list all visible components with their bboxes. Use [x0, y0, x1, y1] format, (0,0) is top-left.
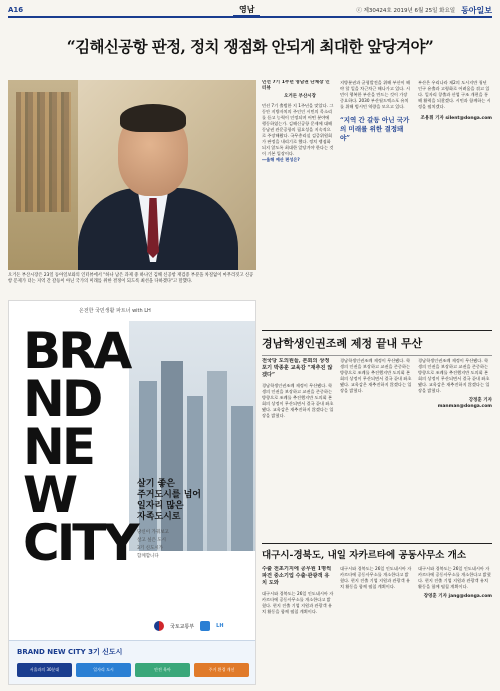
ad-slogan: 살기 좋은 주거도시를 넘어 일자리 많은 자족도시로	[137, 479, 201, 522]
newspaper-brand: 동아일보	[461, 5, 492, 15]
section3-body: 대구시와 경북도는 26일 인도네시아 자카르타에 공동사무소를 개소한다고 밝혔다. 현지 진출 기업 지원과 관광객 유치 활동을 함께 펼칠 계획이다.	[262, 591, 334, 614]
section3-subhead: 수출 전초기지에 공무원 1명씩 파견 중소기업 수출·관광객 유치 도와	[262, 566, 332, 586]
article-col-3: 부산은 우리나라 제2의 도시지만 청년 인구 유출과 고령화로 어려움을 겪고 있다. 일자리 창출과 산업 구조 개편을 통해 활력을 되찾겠다. 시민과 함께하는 시정을 펼치겠다.	[418, 80, 491, 109]
ad-footer-title: BRAND NEW CITY 3기 신도시	[17, 648, 123, 656]
ad-pill-3: 안전 육아	[135, 663, 190, 677]
lh-advertisement[interactable]	[8, 300, 256, 685]
section3-byline: 장영훈 기자 jang@donga.com	[423, 594, 492, 599]
ad-tagline: 온전한 국민생활 파트너 with LH	[79, 308, 151, 314]
molit-logo-icon	[154, 621, 164, 631]
section-label: 영남	[233, 4, 260, 17]
lh-logo-text: LH	[216, 623, 224, 629]
section2-col2: 경남학생인권조례 제정이 무산됐다. 학생의 인권을 보장하고 교권을 존중하는 방향으로 조례를 추진했지만 도의회 본회의 상정이 무산되면서 결국 끝내 좌초됐다. 교육감은 재추진하지 않겠다는 입장을 밝혔다.	[340, 358, 412, 393]
ad-pill-2: 일자리 도시	[76, 663, 131, 677]
lh-logo-icon	[200, 621, 210, 631]
photo-caption: 오거돈 부산시장은 23일 동아일보와의 인터뷰에서 "하나 남은 과제 중 하나인 김해 신공항 재검증 부분을 차질없이 마무리짓고 신공항 문제가 더는 지역 간 갈등이 아닌 국가의 미래를 위한 결정이 되도록 최선을 다하겠다"고 말했다.	[8, 273, 254, 284]
article-byline: 조용휘 기자 silent@donga.com	[420, 116, 492, 121]
molit-logo-text: 국토교통부	[170, 623, 195, 630]
ad-logos	[154, 621, 224, 631]
article-col-1: 민선 7기 출범한 지 1주년을 맞았다. 그동안 지방자치의 주인인 시민의 목소리를 듣고 능력이 인정되며 어떤 분야에 행동하였는가. 김해신공항 문제에 대해 동남권 관문공항의 필요성을 지속적으로 주장해왔다. 국무총리실 검증위원회가 판정을 내리기로 했다. 정치 쟁점화되지 않도록 최대한 앞당겨야 한다는 것이 기본 입장이다.	[262, 103, 334, 156]
section3-headline: 대구시-경북도, 내일 자카르타에 공동사무소 개소	[262, 543, 492, 561]
article-subhead: “지역 간 갈등 아닌 국가의 미래를 위한 결정돼야”	[340, 116, 410, 142]
qa-question: ―올해 예산 편성은?	[262, 157, 300, 162]
interview-photo	[8, 80, 256, 270]
article-col-2: 지방분권과 균형발전을 위해 부산이 해야 할 일을 차근차근 해나가고 있다. 시민이 행복한 부산을 만드는 것이 가장 중요하다. 2030 부산월드엑스포 유치를 위해 범시민 역량을 모으고 있다.	[340, 80, 411, 109]
page-header	[8, 4, 492, 18]
ad-pill-4: 주거 환경 개선	[194, 663, 249, 677]
ad-footer	[9, 640, 255, 684]
interview-article	[262, 80, 492, 320]
interview-lede: 민선 7기 1주년 영남권 단체장 인터뷰	[262, 80, 330, 91]
main-headline: “김해신공항 판정, 정치 쟁점화 안되게 최대한 앞당겨야”	[66, 37, 434, 56]
section2-headline: 경남학생인권조례 제정 끝내 무산	[262, 330, 492, 356]
page-number: A16	[8, 6, 24, 14]
ad-small-copy: 당신이 가꿔보고 살고 싶은 도시 3기 신도시가 함께합니다	[137, 530, 169, 559]
section3-col2: 대구시와 경북도는 26일 인도네시아 자카르타에 공동사무소를 개소한다고 밝혔다. 현지 진출 기업 지원과 관광객 유치 활동을 함께 펼칠 계획이다.	[340, 566, 412, 589]
interviewee-name: 오거돈 부산시장	[284, 94, 316, 99]
issue-meta: ⓒ 제30424호 2019년 6월 25일 화요일	[356, 8, 456, 14]
section2-subhead: 전국당 도의원들, 본회의 상정 포기 박종훈 교육감 “재추진 않겠다”	[262, 358, 333, 378]
ad-pill-1: 서울과의 30분대	[17, 663, 72, 677]
section2-body: 경남학생인권조례 제정이 무산됐다. 학생의 인권을 보장하고 교권을 존중하는 방향으로 조례를 추진했지만 도의회 본회의 상정이 무산되면서 결국 끝내 좌초됐다. 교육감은 재추진하지 않겠다는 입장을 밝혔다.	[262, 383, 334, 418]
section2-byline: 강정훈 기자 manman@donga.com	[437, 398, 492, 409]
ad-brand-new-city: BRAND NEW CITY	[23, 322, 137, 572]
